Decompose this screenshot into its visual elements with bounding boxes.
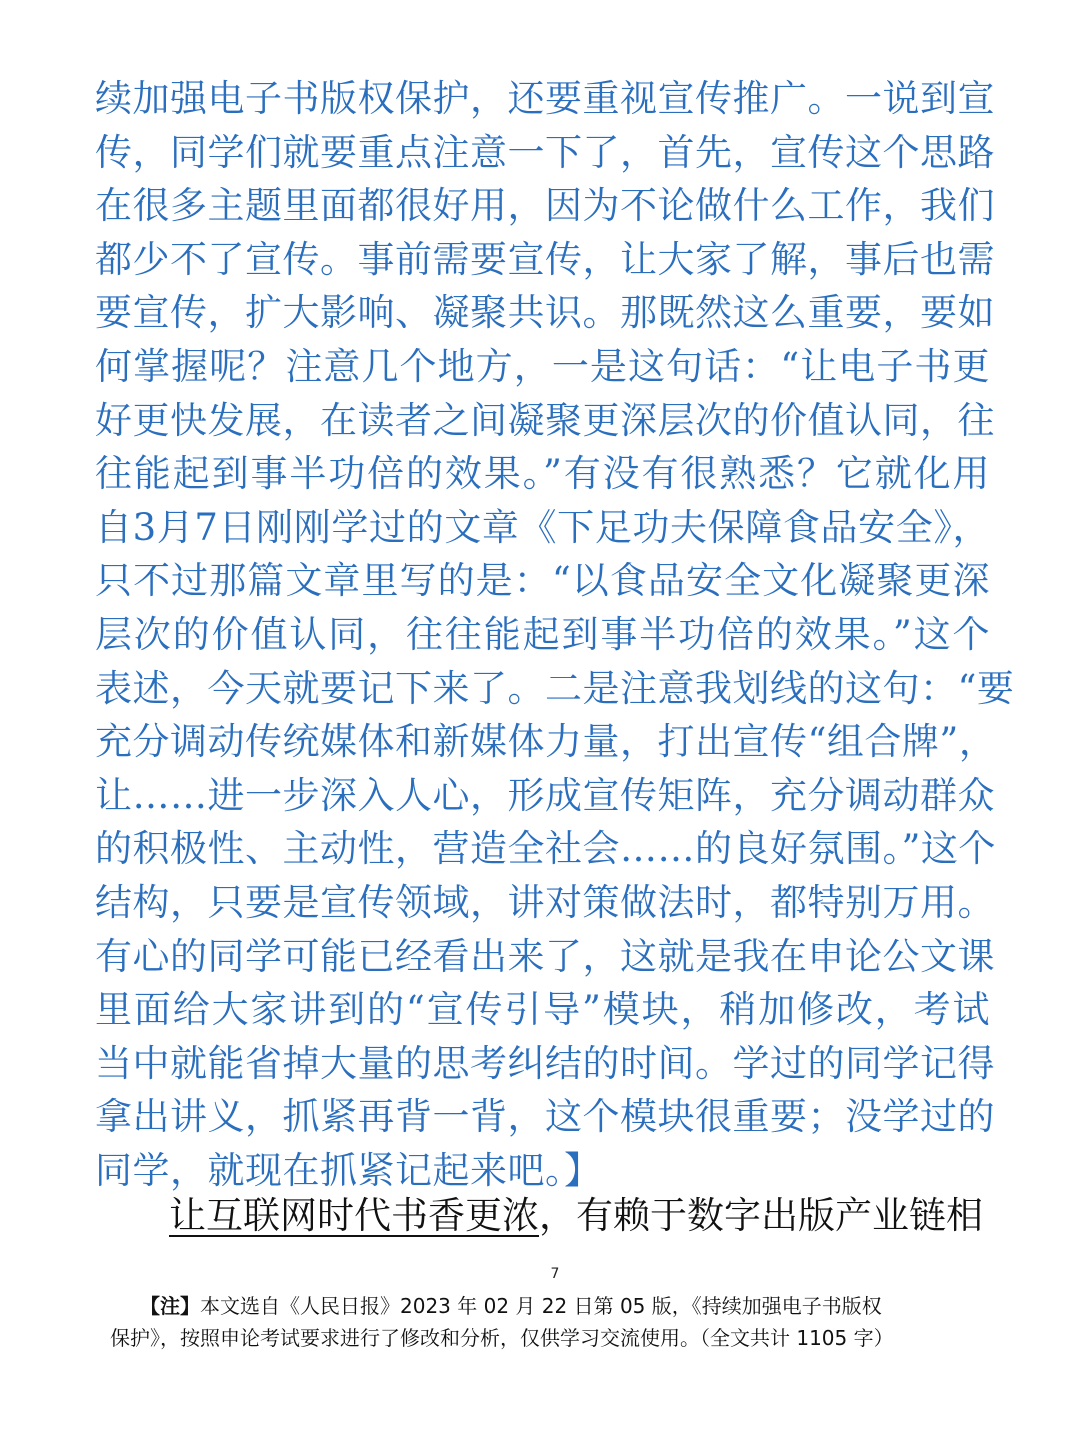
commentary-line: 让……进一步深入人心，形成宣传矩阵，充分调动群众 bbox=[95, 773, 995, 817]
footnote bbox=[110, 1290, 990, 1354]
footnote-text: 本文选自《人民日报》2023 年 02 月 22 日第 05 版，《持续加强电子书版权 bbox=[200, 1294, 882, 1318]
commentary-line: 的积极性、主动性，营造全社会……的良好氛围。”这个 bbox=[95, 827, 996, 871]
commentary-line: 当中就能省掉大量的思考纠结的时间。学过的同学记得 bbox=[95, 1041, 995, 1085]
article-paragraph-start bbox=[95, 1188, 990, 1244]
commentary-line: 只不过那篇文章里写的是：“以食品安全文化凝聚更深 bbox=[95, 559, 990, 603]
commentary-block bbox=[95, 72, 1015, 1197]
commentary-line: 有心的同学可能已经看出来了，这就是我在申论公文课 bbox=[95, 934, 995, 978]
commentary-line: 里面给大家讲到的“宣传引导”模块，稍加修改，考试 bbox=[95, 988, 990, 1032]
footnote-line-1 bbox=[110, 1290, 990, 1322]
commentary-line: 往能起到事半功倍的效果。”有没有很熟悉？它就化用 bbox=[95, 452, 990, 496]
article-text: ，有赖于数字出版产业链相 bbox=[539, 1194, 983, 1237]
commentary-line: 同学，就现在抓紧记起来吧。】 bbox=[95, 1148, 602, 1192]
commentary-line: 何掌握呢？注意几个地方，一是这句话：“让电子书更 bbox=[95, 344, 990, 388]
commentary-line: 在很多主题里面都很好用，因为不论做什么工作，我们 bbox=[95, 184, 995, 228]
commentary-line: 表述，今天就要记下来了。二是注意我划线的这句：“要 bbox=[95, 666, 1015, 710]
footnote-label: 【注】 bbox=[140, 1294, 200, 1318]
commentary-line: 层次的价值认同，往往能起到事半功倍的效果。”这个 bbox=[95, 612, 990, 656]
commentary-line: 传，同学们就要重点注意一下了，首先，宣传这个思路 bbox=[95, 130, 995, 174]
commentary-line: 要宣传，扩大影响、凝聚共识。那既然这么重要，要如 bbox=[95, 291, 995, 335]
commentary-line: 续加强电子书版权保护，还要重视宣传推广。一说到宣 bbox=[95, 77, 995, 120]
commentary-line: 结构，只要是宣传领域，讲对策做法时，都特别万用。 bbox=[95, 880, 995, 924]
page-number: 7 bbox=[550, 1266, 560, 1282]
underlined-phrase: 让互联网时代书香更浓 bbox=[169, 1194, 539, 1237]
commentary-line: 拿出讲义，抓紧再背一背，这个模块很重要；没学过的 bbox=[95, 1095, 995, 1139]
commentary-line: 充分调动传统媒体和新媒体力量，打出宣传“组合牌”， bbox=[95, 720, 997, 764]
commentary-line: 自3月7日刚刚学过的文章《下足功夫保障食品安全》， bbox=[95, 505, 990, 549]
commentary-line: 都少不了宣传。事前需要宣传，让大家了解，事后也需 bbox=[95, 237, 995, 281]
footnote-line-2: 保护》，按照申论考试要求进行了修改和分析，仅供学习交流使用。（全文共计 1105 字） bbox=[110, 1326, 894, 1350]
commentary-line: 好更快发展，在读者之间凝聚更深层次的价值认同，往 bbox=[95, 398, 995, 442]
